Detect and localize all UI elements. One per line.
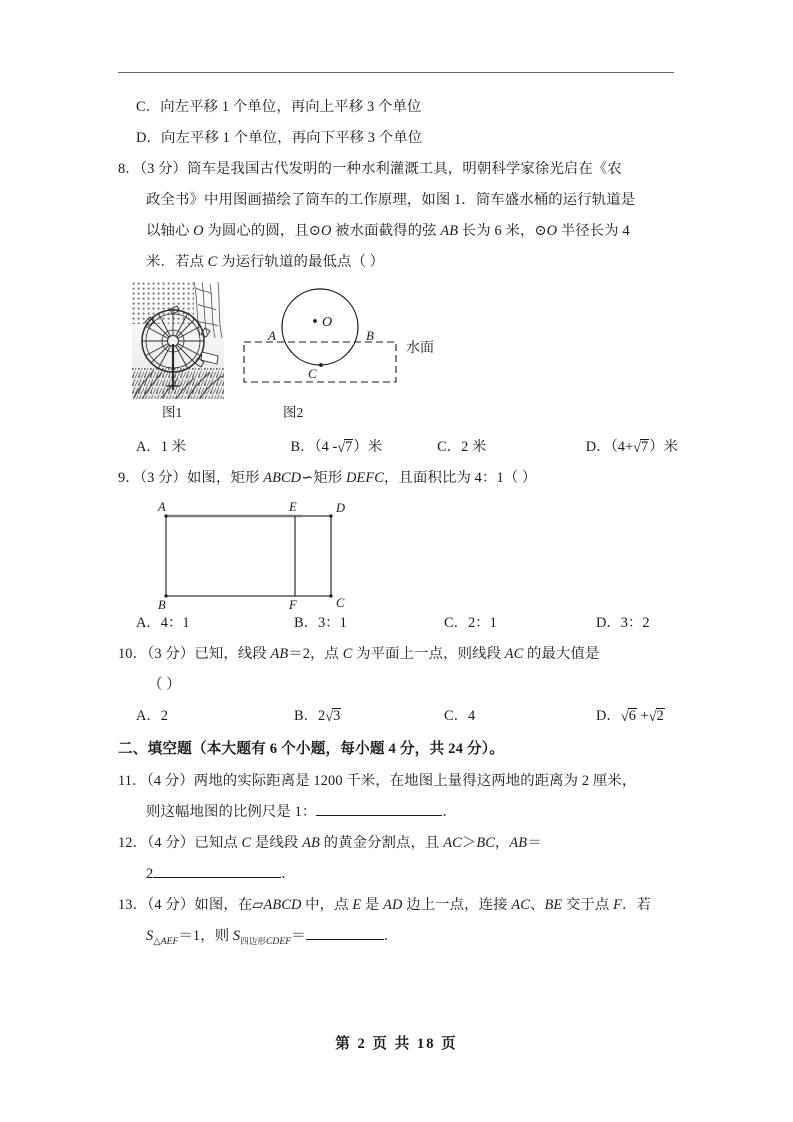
q13-l1-f: 交于点 (562, 897, 614, 913)
radical-sign: √ (633, 440, 641, 456)
label-D: D (336, 501, 346, 515)
q13-var-F: F (613, 897, 622, 913)
q8-l3-c: 被水面截得的弦 (331, 223, 441, 239)
q8-opt-b-pre: B．（4 - (290, 439, 338, 455)
q10-l1-b: ＝2，点 (288, 646, 343, 662)
waterwheel-illustration (132, 282, 224, 399)
q13-var-AD: AD (383, 897, 403, 913)
label-A: A (158, 500, 166, 514)
figure-1-caption: 图1 (162, 405, 183, 420)
q8-var-O1: O (193, 223, 204, 239)
q11-line-1: 11．（4 分）两地的实际距离是 1200 千米，在地图上量得这两地的距离为 2 厘米， (118, 773, 637, 789)
label-E: E (289, 500, 297, 514)
q8-l3-a: 以轴心 (146, 223, 194, 239)
q9-option-b: B．3：1 (294, 615, 347, 631)
q13-symbol-S2: S (232, 928, 241, 944)
q12-l2-a: 2 (146, 866, 154, 882)
radical-sign: √ (648, 709, 657, 725)
q13-var-BE: BE (544, 897, 563, 913)
q13-var-E: E (352, 897, 362, 913)
q8-l4-a: 米．若点 (146, 254, 208, 270)
q8-var-O3: O (546, 223, 558, 239)
q12-l1-d: ＞ (461, 835, 477, 851)
radical-sign: √ (337, 440, 346, 456)
waterwheel-svg (132, 282, 224, 399)
q10-opt-b-root: 3 (333, 708, 341, 724)
q8-opt-b-root: 7 (345, 439, 353, 455)
q8-opt-d-root: 7 (641, 439, 649, 455)
q13-l2-a: ＝1，则 (178, 928, 233, 944)
q10-opt-d-root2: 2 (656, 708, 664, 724)
q8-line-4 (118, 247, 678, 278)
q8-option-c: C．2 米 (437, 439, 487, 455)
q12-l1-c: 的黄金分割点，且 (319, 835, 444, 851)
q11-l2-b: ． (442, 804, 457, 820)
q8-var-C: C (207, 254, 218, 270)
q10-opt-d-mid: + (636, 708, 649, 724)
q13-l1-c: 是 (361, 897, 384, 913)
q13-l2-c: ． (383, 928, 399, 944)
q9-option-c: C．2：1 (444, 615, 497, 631)
q10-var-AC: AC (504, 646, 524, 662)
q13-l1-e: 、 (529, 897, 545, 913)
q12-line-1 (118, 828, 678, 859)
q13-var-ABCD: ABCD (263, 897, 302, 913)
q10-line-1 (118, 639, 678, 670)
q10-option-c: C．4 (444, 708, 476, 724)
q10-l1-a: 10．（3 分）已知，线段 (118, 646, 271, 662)
q8-options (118, 432, 678, 463)
q9-l1-a: 9．（3 分）如图，矩形 (118, 470, 264, 486)
q10-var-C: C (342, 646, 353, 662)
q10-option-a: A．2 (136, 708, 168, 724)
q8-l3-e: 半径长为 4 (557, 223, 630, 239)
q12-l1-f: ＝ (527, 835, 542, 851)
circle-water-svg (236, 280, 456, 398)
q8-line-3 (118, 216, 678, 247)
q13-l1-b: 中，点 (301, 897, 353, 913)
q12-var-BC: BC (476, 835, 495, 851)
q13-l2-b: ＝ (291, 928, 306, 944)
q8-option-b (291, 432, 438, 463)
q12-line-2 (118, 859, 678, 890)
label-B: B (366, 328, 374, 343)
q12-l1-e: ， (494, 835, 510, 851)
q13-subscript-AEF: △AEF (153, 936, 179, 947)
q11-l2-a: 则这幅地图的比例尺是 1： (146, 804, 317, 820)
q13-subscript-CDEF: CDEF (266, 936, 292, 947)
q13-answer-blank[interactable] (306, 939, 384, 940)
q13-line-2 (118, 921, 678, 958)
q10-opt-b-pre: B．2 (294, 708, 326, 724)
q9-var-ABCD: ABCD (263, 470, 302, 486)
radical-sign: √ (620, 709, 629, 725)
page-content (118, 92, 678, 958)
section-2-title: 二、填空题（本大题有 6 个小题，每小题 4 分，共 24 分）。 (118, 741, 505, 757)
q12-l2-b: ． (281, 866, 296, 882)
label-F: F (289, 598, 297, 610)
q12-var-AB: AB (302, 835, 320, 851)
q8-opt-b-post: ）米 (353, 439, 383, 455)
q13-line-1 (118, 890, 678, 921)
q13-l1-g: ．若 (622, 897, 651, 913)
q12-l1-a: 12．（4 分）已知点 (118, 835, 242, 851)
q12-l1-b: 是线段 (251, 835, 303, 851)
q9-l1-c: ，且面积比为 4：1（ ） (384, 470, 537, 486)
q8-line-1: 8．（3 分）筒车是我国古代发明的一种水利灌溉工具，明朝科学家徐光启在《农 (118, 161, 622, 177)
q8-opt-d-pre: D．（4+ (585, 439, 634, 455)
label-O: O (322, 315, 333, 330)
label-water-surface: 水面 (406, 339, 434, 355)
q9-option-a: A．4：1 (136, 615, 190, 631)
label-C: C (308, 366, 317, 381)
q13-var-AC: AC (511, 897, 530, 913)
q10-opt-d-root1: 6 (628, 708, 636, 724)
q10-var-AB: AB (270, 646, 289, 662)
q11-answer-blank[interactable] (316, 815, 442, 816)
q8-l3-d: 长为 6 米，⊙ (458, 223, 547, 239)
q9-figure-block (118, 496, 678, 608)
q8-l4-b: 为运行轨道的最低点（ ） (217, 254, 385, 270)
page-footer: 第 2 页 共 18 页 (335, 1036, 458, 1052)
q10-option-d (596, 701, 665, 732)
q12-var-AB2: AB (509, 835, 528, 851)
q7-option-c: C．向左平移 1 个单位，再向上平移 3 个单位 (136, 99, 422, 115)
q8-figure-block (118, 282, 678, 432)
q10-l1-d: 的最大值是 (523, 646, 600, 662)
q13-l1-a: 13．（4 分）如图，在▱ (118, 897, 264, 913)
q7-option-d: D．向左平移 1 个单位，再向下平移 3 个单位 (136, 130, 423, 146)
q9-options (118, 608, 678, 639)
q12-answer-blank[interactable] (153, 877, 281, 878)
header-rule (118, 72, 674, 73)
q9-line-1 (118, 463, 678, 494)
q9-l1-b: ∽矩形 (301, 470, 347, 486)
q8-opt-d-post: ）米 (649, 439, 678, 455)
q9-option-d: D．3：2 (596, 615, 650, 631)
q8-option-a: A．1 米 (136, 439, 186, 455)
label-A: A (268, 328, 276, 343)
q8-var-O2: O (320, 223, 332, 239)
q13-symbol-S1: S (146, 928, 154, 944)
q13-l1-d: 边上一点，连接 (402, 897, 512, 913)
q9-var-DEFC: DEFC (346, 470, 385, 486)
q12-var-AC: AC (443, 835, 462, 851)
q10-options (118, 701, 678, 732)
q8-l3-b: 为圆心的圆，且⊙ (203, 223, 321, 239)
q11-line-2 (118, 797, 678, 828)
q10-opt-d-pre: D． (596, 708, 621, 724)
q8-circle-diagram (236, 280, 456, 403)
q8-var-AB: AB (440, 223, 459, 239)
q13-subscript-quad: 四边形 (240, 935, 266, 946)
label-C: C (336, 596, 345, 610)
q10-option-b (294, 701, 444, 732)
q10-l1-c: 为平面上一点，则线段 (352, 646, 505, 662)
label-B: B (158, 598, 166, 610)
q8-option-d (586, 432, 678, 463)
rectangle-diagram-svg (138, 498, 398, 610)
radical-sign: √ (325, 709, 334, 725)
figure-2-caption: 图2 (283, 405, 304, 420)
q8-line-2: 政全书》中用图画描绘了筒车的工作原理，如图 1．筒车盛水桶的运行轨道是 (146, 192, 636, 208)
q10-line-2: （ ） (148, 677, 181, 693)
q12-var-C: C (241, 835, 252, 851)
